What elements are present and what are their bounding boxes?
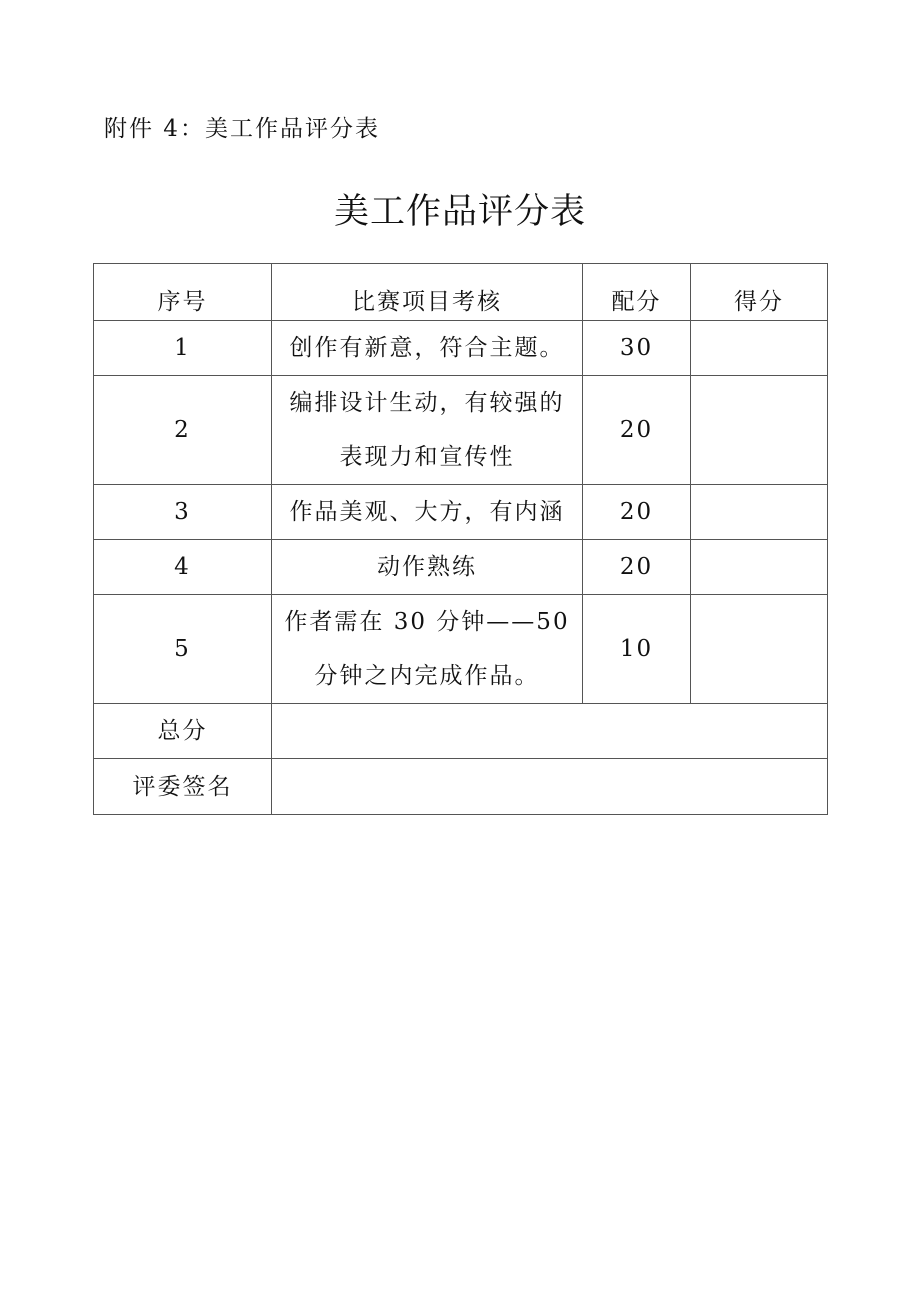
table-row	[94, 595, 828, 704]
row-points: 20	[583, 485, 691, 540]
row-item-line: 表现力和宣传性	[339, 444, 515, 470]
row-no: 3	[94, 485, 272, 540]
total-label: 总分	[94, 704, 272, 759]
row-item	[272, 485, 583, 540]
row-item-line: 分钟之内完成作品。	[314, 663, 540, 689]
row-score-cell[interactable]	[691, 321, 828, 376]
table-row	[94, 376, 828, 485]
table-header-row	[94, 264, 828, 321]
row-item	[272, 321, 583, 376]
total-value-cell[interactable]	[272, 704, 828, 759]
row-no: 1	[94, 321, 272, 376]
header-score: 得分	[691, 264, 828, 321]
row-no: 4	[94, 540, 272, 595]
row-item-line: 作品美观、大方，有内涵	[289, 499, 565, 525]
page-title: 美工作品评分表	[333, 192, 586, 232]
header-no: 序号	[94, 264, 272, 321]
scoring-table	[93, 263, 828, 815]
judge-signature-label: 评委签名	[94, 759, 272, 815]
row-points: 10	[583, 595, 691, 704]
header-item: 比赛项目考核	[272, 264, 583, 321]
row-item	[272, 540, 583, 595]
row-points: 20	[583, 540, 691, 595]
row-item	[272, 595, 583, 704]
row-score-cell[interactable]	[691, 485, 828, 540]
judge-signature-row	[94, 759, 828, 815]
row-points: 20	[583, 376, 691, 485]
row-score-cell[interactable]	[691, 595, 828, 704]
row-item-line: 动作熟练	[377, 554, 477, 580]
header-points: 配分	[583, 264, 691, 321]
row-item-line: 创作有新意，符合主题。	[289, 335, 565, 361]
row-score-cell[interactable]	[691, 540, 828, 595]
judge-signature-cell[interactable]	[272, 759, 828, 815]
row-item-line: 编排设计生动，有较强的	[289, 390, 565, 416]
row-score-cell[interactable]	[691, 376, 828, 485]
table-row	[94, 321, 828, 376]
total-row	[94, 704, 828, 759]
row-no: 2	[94, 376, 272, 485]
row-item-line: 作者需在 30 分钟——50	[284, 609, 570, 635]
row-points: 30	[583, 321, 691, 376]
table-row	[94, 485, 828, 540]
attachment-label: 附件 4：美工作品评分表	[104, 116, 380, 142]
row-item	[272, 376, 583, 485]
table-row	[94, 540, 828, 595]
row-no: 5	[94, 595, 272, 704]
